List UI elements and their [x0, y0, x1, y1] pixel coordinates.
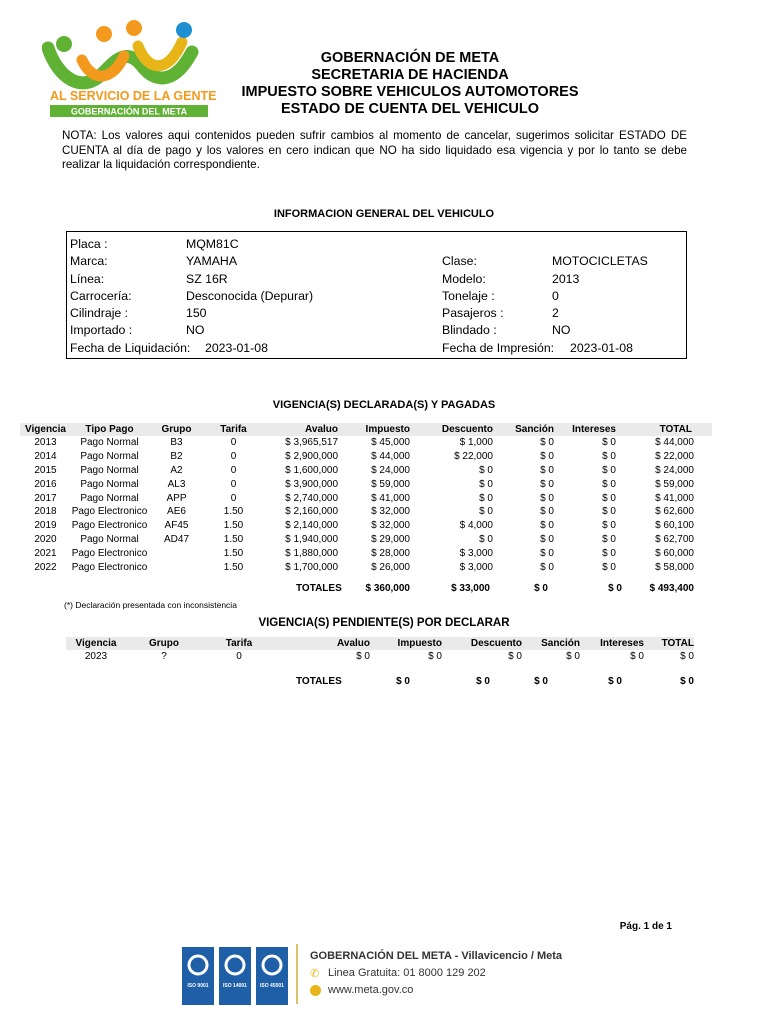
header-line-4: ESTADO DE CUENTA DEL VEHICULO — [280, 101, 540, 117]
cell-tipo-pago: Pago Electronico — [71, 561, 148, 573]
pcol-intereses: Intereses — [580, 637, 644, 650]
cell-descuento: $ 4,000 — [459, 520, 493, 532]
tonelaje-label: Tonelaje : — [442, 289, 495, 303]
cell-descuento: $ 0 — [479, 478, 493, 490]
pasajeros-label: Pasajeros : — [442, 306, 504, 320]
cell-tipo-pago: Pago Normal — [80, 478, 139, 490]
iso-certifications — [182, 947, 292, 1007]
header-line-1: GOBERNACIÓN DE META — [320, 50, 500, 66]
table-row — [20, 505, 712, 519]
pendientes-table — [66, 637, 694, 664]
cell-tipo-pago: Pago Normal — [80, 437, 139, 449]
footer-divider — [296, 944, 298, 1004]
cell-total: $ 60,000 — [655, 547, 694, 559]
cell-grupo — [148, 560, 205, 574]
cilindraje-value: 150 — [186, 306, 207, 320]
cell-tarifa: 1.50 — [223, 533, 244, 545]
cell-avaluo: $ 3,900,000 — [285, 478, 338, 490]
declaradas-header-row — [20, 423, 712, 436]
pcol-sancion: Sanción — [522, 637, 580, 650]
cell-tarifa: 1.50 — [223, 520, 244, 532]
pcell-grupo: ? — [161, 651, 167, 663]
header-line-3: IMPUESTO SOBRE VEHICULOS AUTOMOTORES — [241, 84, 579, 100]
cell-impuesto: $ 32,000 — [371, 520, 410, 532]
pcell-vigencia: 2023 — [84, 651, 108, 663]
pcell-total: $ 0 — [680, 651, 694, 663]
pcell-tarifa: 0 — [236, 651, 242, 663]
cell-sancion: $ 0 — [540, 533, 554, 545]
iso-9001-label: ISO 9001 — [187, 983, 209, 989]
cell-impuesto: $ 44,000 — [371, 451, 410, 463]
pcell-descuento: $ 0 — [508, 651, 522, 663]
pcol-total: TOTAL — [644, 637, 694, 650]
table-row — [20, 491, 712, 505]
pendientes-total-total: $ 0 — [680, 676, 694, 687]
cell-impuesto: $ 59,000 — [371, 478, 410, 490]
cell-avaluo: $ 1,700,000 — [285, 561, 338, 573]
cell-tipo-pago: Pago Normal — [80, 464, 139, 476]
declaradas-totales-label: TOTALES — [296, 583, 342, 594]
fecha-impresion-value: 2023-01-08 — [570, 341, 633, 355]
table-row — [20, 464, 712, 478]
cell-intereses: $ 0 — [602, 464, 616, 476]
cell-tipo-pago: Pago Normal — [80, 533, 139, 545]
marca-value: YAMAHA — [186, 254, 238, 268]
carroceria-label: Carrocería: — [70, 289, 132, 303]
iso-45001-label: ISO 45001 — [260, 983, 284, 989]
cell-vigencia: 2013 — [34, 437, 57, 449]
fecha-liquidacion-value: 2023-01-08 — [205, 341, 268, 355]
cell-vigencia: 2020 — [34, 533, 57, 545]
cell-vigencia: 2021 — [34, 547, 57, 559]
pendientes-total-intereses: $ 0 — [608, 676, 622, 687]
pasajeros-value: 2 — [552, 306, 559, 320]
svg-text:GOBERNACIÓN DEL META: GOBERNACIÓN DEL META — [70, 106, 188, 117]
svg-text:AL SERVICIO DE LA GENTE: AL SERVICIO DE LA GENTE — [50, 89, 217, 103]
cell-avaluo: $ 3,965,517 — [285, 437, 338, 449]
cell-avaluo: $ 2,740,000 — [285, 492, 338, 504]
cell-avaluo: $ 1,940,000 — [285, 533, 338, 545]
cell-vigencia: 2015 — [34, 464, 57, 476]
cell-impuesto: $ 32,000 — [371, 506, 410, 518]
cell-descuento: $ 0 — [479, 492, 493, 504]
cell-descuento: $ 0 — [479, 533, 493, 545]
cell-tarifa: 1.50 — [223, 561, 244, 573]
cell-grupo: B2 — [170, 451, 183, 463]
cell-tipo-pago: Pago Electronico — [71, 547, 148, 559]
cell-total: $ 22,000 — [655, 451, 694, 463]
declaradas-table — [20, 423, 712, 574]
cell-total: $ 59,000 — [655, 478, 694, 490]
cell-intereses: $ 0 — [602, 492, 616, 504]
pcol-grupo: Grupo — [126, 637, 202, 650]
pendientes-header-row — [66, 637, 694, 650]
cell-grupo: B3 — [170, 437, 183, 449]
pcell-impuesto: $ 0 — [428, 651, 442, 663]
linea-label: Línea: — [70, 272, 105, 286]
clase-value: MOTOCICLETAS — [552, 254, 648, 268]
cell-tipo-pago: Pago Normal — [80, 492, 139, 504]
pendientes-total-descuento: $ 0 — [476, 676, 490, 687]
cell-impuesto: $ 28,000 — [371, 547, 410, 559]
placa-label: Placa : — [70, 237, 108, 251]
placa-value: MQM81C — [186, 237, 239, 251]
col-intereses: Intereses — [554, 423, 616, 436]
cell-total: $ 58,000 — [655, 561, 694, 573]
cell-intereses: $ 0 — [602, 561, 616, 573]
web-icon — [310, 985, 321, 996]
importado-label: Importado : — [70, 323, 133, 337]
table-row — [20, 450, 712, 464]
cell-tarifa: 0 — [230, 492, 237, 504]
cell-avaluo: $ 2,160,000 — [285, 506, 338, 518]
cell-tarifa: 0 — [230, 464, 237, 476]
cell-impuesto: $ 29,000 — [371, 533, 410, 545]
col-tipo-pago: Tipo Pago — [71, 423, 148, 436]
phone-icon: ✆ — [310, 968, 320, 980]
pcol-tarifa: Tarifa — [202, 637, 276, 650]
table-row — [20, 560, 712, 574]
cell-tipo-pago: Pago Electronico — [71, 506, 148, 518]
cell-total: $ 41,000 — [655, 492, 694, 504]
table-row — [20, 519, 712, 533]
table-row — [20, 546, 712, 560]
info-section-title: INFORMACION GENERAL DEL VEHICULO — [273, 208, 495, 220]
gobernacion-logo — [42, 16, 218, 122]
declaradas-total-sancion: $ 0 — [534, 583, 548, 594]
col-sancion: Sanción — [493, 423, 554, 436]
footer-web[interactable]: www.meta.gov.co — [328, 984, 414, 996]
declaradas-total-descuento: $ 33,000 — [451, 583, 490, 594]
cell-vigencia: 2014 — [34, 451, 57, 463]
vehicle-info-box — [66, 231, 687, 359]
cell-tarifa: 1.50 — [223, 547, 244, 559]
cell-vigencia: 2019 — [34, 520, 57, 532]
header-line-2: SECRETARIA DE HACIENDA — [311, 67, 509, 83]
cell-descuento: $ 3,000 — [459, 547, 493, 559]
footer-phone: Linea Gratuita: 01 8000 129 202 — [328, 967, 486, 979]
declaradas-total-impuesto: $ 360,000 — [365, 583, 410, 594]
people-logo-icon — [42, 16, 218, 122]
pendientes-totales-label: TOTALES — [296, 676, 342, 687]
table-row — [20, 477, 712, 491]
pendientes-total-impuesto: $ 0 — [396, 676, 410, 687]
cell-tarifa: 0 — [230, 478, 237, 490]
col-grupo: Grupo — [148, 423, 205, 436]
pcol-descuento: Descuento — [442, 637, 522, 650]
cell-avaluo: $ 2,140,000 — [285, 520, 338, 532]
cell-descuento: $ 0 — [479, 464, 493, 476]
cell-descuento: $ 3,000 — [459, 561, 493, 573]
table-row — [20, 533, 712, 547]
page-number: Pág. 1 de 1 — [619, 921, 672, 932]
declaradas-total-total: $ 493,400 — [649, 583, 694, 594]
cell-tarifa: 0 — [230, 437, 237, 449]
cell-tipo-pago: Pago Normal — [80, 451, 139, 463]
col-total: TOTAL — [616, 423, 712, 436]
pcell-sancion: $ 0 — [566, 651, 580, 663]
cell-grupo: AE6 — [167, 506, 186, 518]
cell-avaluo: $ 1,600,000 — [285, 464, 338, 476]
inconsistencia-note: (*) Declaración presentada con inconsistencia — [64, 600, 237, 610]
table-row — [66, 650, 694, 664]
cell-intereses: $ 0 — [602, 520, 616, 532]
footer-org: GOBERNACIÓN DEL META - Villavicencio / Meta — [310, 950, 563, 962]
cell-sancion: $ 0 — [540, 547, 554, 559]
cell-avaluo: $ 1,880,000 — [285, 547, 338, 559]
document-header — [200, 50, 620, 118]
cell-grupo: A2 — [170, 464, 183, 476]
cell-intereses: $ 0 — [602, 506, 616, 518]
cell-grupo — [148, 546, 205, 560]
cell-vigencia: 2016 — [34, 478, 57, 490]
pcol-vigencia: Vigencia — [66, 637, 126, 650]
fecha-impresion-label: Fecha de Impresión: — [442, 341, 555, 355]
cell-vigencia: 2018 — [34, 506, 57, 518]
cell-total: $ 60,100 — [655, 520, 694, 532]
cell-intereses: $ 0 — [602, 533, 616, 545]
tonelaje-value: 0 — [552, 289, 559, 303]
cell-grupo: AL3 — [167, 478, 186, 490]
fecha-liquidacion-label: Fecha de Liquidación: — [70, 341, 191, 355]
carroceria-value: Desconocida (Depurar) — [186, 289, 314, 303]
pendientes-title: VIGENCIA(S) PENDIENTE(S) POR DECLARAR — [258, 617, 510, 629]
cell-grupo: AD47 — [163, 533, 189, 545]
cell-sancion: $ 0 — [540, 561, 554, 573]
cell-impuesto: $ 24,000 — [371, 464, 410, 476]
cell-total: $ 62,700 — [655, 533, 694, 545]
cell-vigencia: 2017 — [34, 492, 57, 504]
cilindraje-label: Cilindraje : — [70, 306, 129, 320]
cell-avaluo: $ 2,900,000 — [285, 451, 338, 463]
cell-sancion: $ 0 — [540, 437, 554, 449]
cell-total: $ 62,600 — [655, 506, 694, 518]
pendientes-total-sancion: $ 0 — [534, 676, 548, 687]
marca-label: Marca: — [70, 254, 108, 268]
cell-tarifa: 1.50 — [223, 506, 244, 518]
cell-sancion: $ 0 — [540, 464, 554, 476]
cell-sancion: $ 0 — [540, 451, 554, 463]
col-vigencia: Vigencia — [20, 423, 71, 436]
cell-vigencia: 2022 — [34, 561, 57, 573]
col-impuesto: Impuesto — [338, 423, 410, 436]
linea-value: SZ 16R — [186, 272, 228, 286]
importado-value: NO — [186, 323, 205, 337]
iso-badges-icon — [182, 947, 292, 1007]
cell-grupo: AF45 — [164, 520, 189, 532]
cell-descuento: $ 1,000 — [459, 437, 493, 449]
cell-tarifa: 0 — [230, 451, 237, 463]
cell-descuento: $ 22,000 — [454, 451, 493, 463]
cell-sancion: $ 0 — [540, 492, 554, 504]
col-descuento: Descuento — [410, 423, 493, 436]
cell-intereses: $ 0 — [602, 437, 616, 449]
col-tarifa: Tarifa — [205, 423, 262, 436]
modelo-value: 2013 — [552, 272, 580, 286]
clase-label: Clase: — [442, 254, 477, 268]
cell-grupo: APP — [166, 492, 187, 504]
declaradas-title: VIGENCIA(S) DECLARADA(S) Y PAGADAS — [272, 399, 496, 411]
pcol-avaluo: Avaluo — [276, 637, 370, 650]
nota-paragraph: NOTA: Los valores aqui contenidos pueden sufrir cambios al momento de cancelar, sugerimos solicitar ESTADO DE CUENTA al día de pago y los valores en cero indican que NO ha sido liquidado esa vigencia y por lo tanto se debe realizar la liquidación correspondiente. — [62, 129, 687, 171]
cell-sancion: $ 0 — [540, 478, 554, 490]
cell-total: $ 24,000 — [655, 464, 694, 476]
cell-intereses: $ 0 — [602, 547, 616, 559]
pcol-impuesto: Impuesto — [370, 637, 442, 650]
cell-total: $ 44,000 — [655, 437, 694, 449]
modelo-label: Modelo: — [442, 272, 486, 286]
col-avaluo: Avaluo — [262, 423, 338, 436]
cell-intereses: $ 0 — [602, 478, 616, 490]
cell-sancion: $ 0 — [540, 506, 554, 518]
blindado-value: NO — [552, 323, 571, 337]
blindado-label: Blindado : — [442, 323, 497, 337]
cell-sancion: $ 0 — [540, 520, 554, 532]
cell-impuesto: $ 45,000 — [371, 437, 410, 449]
iso-14001-label: ISO 14001 — [223, 983, 247, 989]
cell-intereses: $ 0 — [602, 451, 616, 463]
cell-tipo-pago: Pago Electronico — [71, 520, 148, 532]
declaradas-total-intereses: $ 0 — [608, 583, 622, 594]
cell-impuesto: $ 41,000 — [371, 492, 410, 504]
cell-impuesto: $ 26,000 — [371, 561, 410, 573]
pcell-intereses: $ 0 — [630, 651, 644, 663]
pcell-avaluo: $ 0 — [356, 651, 370, 663]
cell-descuento: $ 0 — [479, 506, 493, 518]
table-row — [20, 436, 712, 450]
